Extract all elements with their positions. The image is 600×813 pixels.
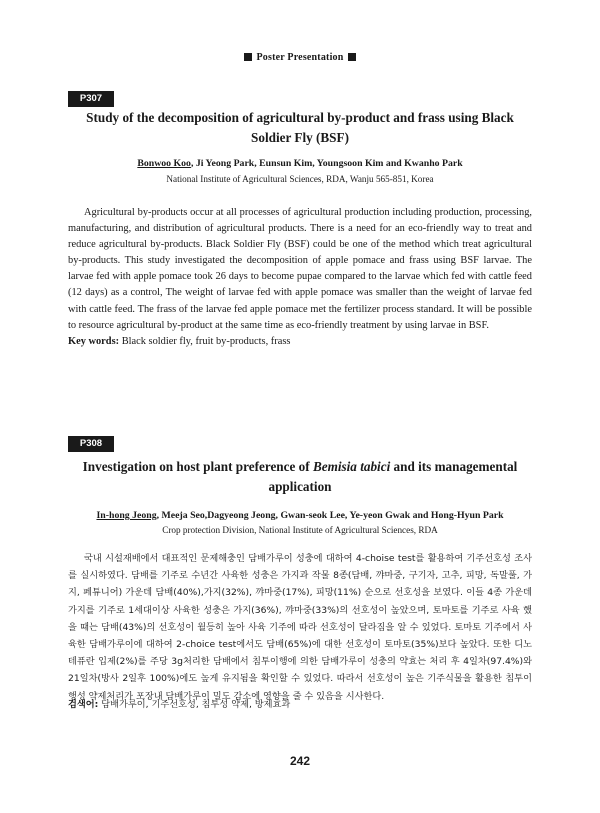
author-list	[60, 509, 540, 523]
co-authors: , Meeja Seo,Dagyeong Jeong, Gwan-seok Lee, Ye-yeon Gwak and Hong-Hyun Park	[156, 510, 504, 521]
species-name: Bemisia tabici	[312, 459, 391, 474]
square-bullet-icon	[348, 53, 356, 61]
paper-code-badge: P308	[68, 436, 114, 452]
section-header-label: Poster Presentation	[256, 52, 344, 63]
keywords-label: Key words:	[68, 336, 120, 347]
keywords-value: 담배가루이, 기주선호성, 침투성 약제, 방제효과	[101, 699, 291, 710]
keywords-label: 검색어:	[68, 699, 99, 710]
abstract-text: Agricultural by-products occur at all processes of agricultural production including production, processing, manufacturing, and distribution of agricultural products. There is a need for an eco-friendly way to treat and reduce agricultural by-products. Black Soldier Fly (BSF) could be one of the method which treat agricultural by-products. This study investigated the decomposition of apple pomace and frass using BSF larvae. The larvae fed with apple pomace took 26 days to become pupae compared to the larvae which fed with cattle feed (12 days) as a control, The weight of larvae fed with apple pomace was smaller than the weight of larvae fed with cattle feed. The frass of the larvae fed apple pomace met the fertilizer process standard. It will be possible to resource agricultural by-product at the same time as eco-friendly treatment by using larvae in BSF.	[68, 207, 532, 331]
paper-title	[68, 457, 532, 497]
keywords	[68, 335, 532, 349]
abstract-text: 국내 시설재배에서 대표적인 문제해충인 담배가루이 성충에 대하여 4-choise test를 활용하여 기주선호성 조사를 실시하였다. 담배를 기주로 수년간 사육한 성충은 가지과 작물 8종(담배, 꺄마중, 구기자, 고추, 피망, 독말풀, 가지, 페튜니어) 가운데 담배(40%),가지(32%), 꺄마중(17%), 피망(11%) 순으로 선호성을 보였다. 이들 4종 가운데 가지를 기주로 1세대이상 사육한 성충은 가지(36%), 꺄마중(33%)의 선호성이 높았으며, 토마토를 기주로 사육 했을 때는 담배(43%)의 선호성이 월등히 높아 사육 기주에 따라 선호성이 달라짐을 알 수 있었다. 토마토 기주에서 사육한 담배가루이에 대하여 2-choice test에서도 담배(65%)에 대한 선호성이 토마토(35%)보다 높았다. 또한 디노테퓨란 입제(2%)를 주당 3g처리한 담배에서 침투이행에 의한 담배가루이 성충의 약효는 처리 후 4일차(97.4%)와 21일차(방사 2일후 100%)에도 높게 유지됨을 확인할 수 있었다. 따라서 선호성이 높은 기주식물을 활용한 침투이행성 약제처리가 포장내 담배가루이 밀도 감소에 영향을 줄 수 있음을 시사한다.	[68, 553, 532, 702]
presenting-author: In-hong Jeong	[96, 510, 157, 521]
keywords-value: Black soldier fly, fruit by-products, frass	[121, 336, 291, 347]
paper-title-part: Investigation on host plant preference of	[82, 459, 313, 474]
section-header	[0, 52, 600, 63]
affiliation: National Institute of Agricultural Sciences, RDA, Wanju 565-851, Korea	[166, 174, 434, 184]
paper-title-part: and its managemental application	[268, 459, 518, 494]
author-list	[60, 157, 540, 171]
paper-title: Study of the decomposition of agricultural by-product and frass using Black Soldier Fly (BSF)	[86, 110, 514, 145]
affiliation: Crop protection Division, National Institute of Agricultural Sciences, RDA	[162, 525, 438, 535]
presenting-author: Bonwoo Koo	[137, 158, 191, 169]
co-authors: , Ji Yeong Park, Eunsun Kim, Youngsoon Kim and Kwanho Park	[190, 158, 463, 169]
page-number: 242	[289, 754, 311, 768]
square-bullet-icon	[244, 53, 252, 61]
paper-code-badge: P307	[68, 91, 114, 107]
keywords	[68, 698, 532, 712]
